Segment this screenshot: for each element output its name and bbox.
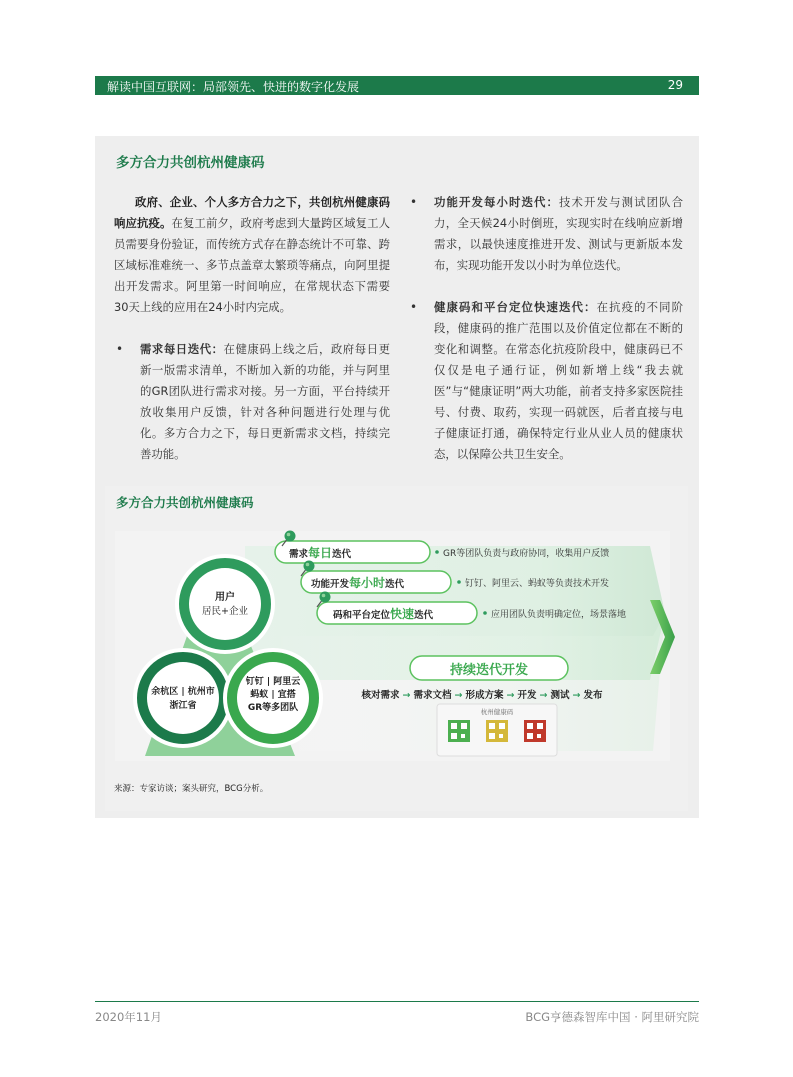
iter2-hl: 每小时 bbox=[349, 576, 386, 590]
circle-teams-line2: 蚂蚁 | 宜搭 bbox=[250, 690, 296, 700]
header-title: 解读中国互联网：局部领先、快进的数字化发展 bbox=[107, 80, 360, 94]
circle-user-line1: 用户 bbox=[215, 592, 235, 603]
diagram-svg bbox=[105, 486, 688, 811]
iter2-pre: 功能开发 bbox=[311, 579, 350, 590]
iter3-post: 迭代 bbox=[414, 610, 434, 621]
figure bbox=[105, 486, 688, 811]
circle-user-line2: 居民+企业 bbox=[202, 606, 248, 617]
intro-bold: 政府、企业、个人多方合力之下，共创杭州健康码响应抗疫。 bbox=[114, 195, 390, 230]
iter3-pre: 码和平台定位 bbox=[333, 610, 391, 621]
footer-divider bbox=[95, 1001, 699, 1002]
iter3-hl: 快速 bbox=[390, 607, 415, 621]
iter2-desc: 钉钉、阿里云、蚂蚁等负责技术开发 bbox=[465, 579, 610, 589]
bullet-fast-bold: 健康码和平台定位快速迭代： bbox=[434, 300, 597, 314]
circle-gov-line2: 浙江省 bbox=[169, 701, 197, 711]
qr-code-red-icon bbox=[524, 720, 546, 742]
continuous-label: 持续迭代开发 bbox=[449, 663, 529, 678]
iter1-pre: 需求 bbox=[289, 549, 309, 560]
qr-code-green-icon bbox=[448, 720, 470, 742]
intro-text: 在复工前夕，政府考虑到大量跨区域复工人员需要身份验证，而传统方式存在静态统计不可靠、跨区域标准难统一、多节点盖章太繁琐等痛点，向阿里提出开发需求。阿里第一时间响应，在常规状态下需要30天上线的应用在24小时内完成。 bbox=[114, 216, 390, 314]
circle-teams-line1: 钉钉 | 阿里云 bbox=[245, 677, 301, 687]
footer-date: 2020年11月 bbox=[95, 1010, 162, 1024]
intro-paragraph bbox=[114, 192, 390, 318]
bullet-daily-bold: 需求每日迭代： bbox=[140, 342, 224, 356]
qr-code-yellow-icon bbox=[486, 720, 508, 742]
iter1-desc: GR等团队负责与政府协同，收集用户反馈 bbox=[443, 549, 610, 559]
figure-source: 来源：专家访谈；案头研究，BCG分析。 bbox=[114, 784, 269, 794]
circle-teams-line3: GR等多团队 bbox=[247, 703, 299, 713]
bullet-daily bbox=[114, 339, 390, 465]
bullet-fast-text: 在抗疫的不同阶段，健康码的推广范围以及价值定位都在不断的变化和调整。在常态化抗疫阶段中，健康码已不仅仅是电子通行证，例如新增上线“我去就医”与“健康证明”两大功能，前者支持多家医院挂号、付费、取药，实现一码就医，后者直接与电子健康证打通，确保特定行业从业人员的健康状态，以保障公共卫生安全。 bbox=[434, 300, 683, 461]
page-number: 29 bbox=[667, 78, 683, 92]
bullet-dot: • bbox=[116, 342, 124, 356]
footer-org: BCG亨德森智库中国 · 阿里研究院 bbox=[525, 1010, 699, 1024]
left-column bbox=[114, 192, 390, 465]
process-flow: 核对需求 → 需求文档 → 形成方案 → 开发 → 测试 → 发布 bbox=[361, 690, 603, 701]
case-panel bbox=[95, 136, 699, 818]
right-column bbox=[408, 192, 683, 465]
phone-screenshot bbox=[437, 704, 557, 756]
figure-title: 多方合力共创杭州健康码 bbox=[116, 495, 254, 510]
bullet-fast bbox=[408, 297, 683, 465]
iter1-post: 迭代 bbox=[332, 549, 352, 560]
bullet-hourly bbox=[408, 192, 683, 276]
iter3-desc: 应用团队负责明确定位，场景落地 bbox=[491, 610, 627, 620]
qr-caption: 杭州健康码 bbox=[480, 708, 514, 716]
bullet-daily-text: 在健康码上线之后，政府每日更新一版需求清单，不断加入新的功能，并与阿里的GR团队进行需求对接。另一方面，平台持续开放收集用户反馈，针对各种问题进行处理与优化。多方合力之下，每日更新需求文档，持续完善功能。 bbox=[140, 342, 390, 461]
iter1-hl: 每日 bbox=[308, 546, 333, 560]
header-bar bbox=[95, 76, 699, 95]
bullet-hourly-text: 技术开发与测试团队合力，全天候24小时倒班，实现实时在线响应新增需求，以最快速度推进开发、测试与更新版本发布，实现功能开发以小时为单位迭代。 bbox=[434, 195, 683, 272]
bullet-dot: • bbox=[410, 195, 418, 209]
circle-gov-line1: 余杭区 | 杭州市 bbox=[151, 687, 215, 697]
bullet-hourly-bold: 功能开发每小时迭代： bbox=[434, 195, 560, 209]
section-title: 多方合力共创杭州健康码 bbox=[116, 155, 265, 171]
iter2-post: 迭代 bbox=[385, 579, 405, 590]
bullet-dot: • bbox=[410, 300, 418, 314]
